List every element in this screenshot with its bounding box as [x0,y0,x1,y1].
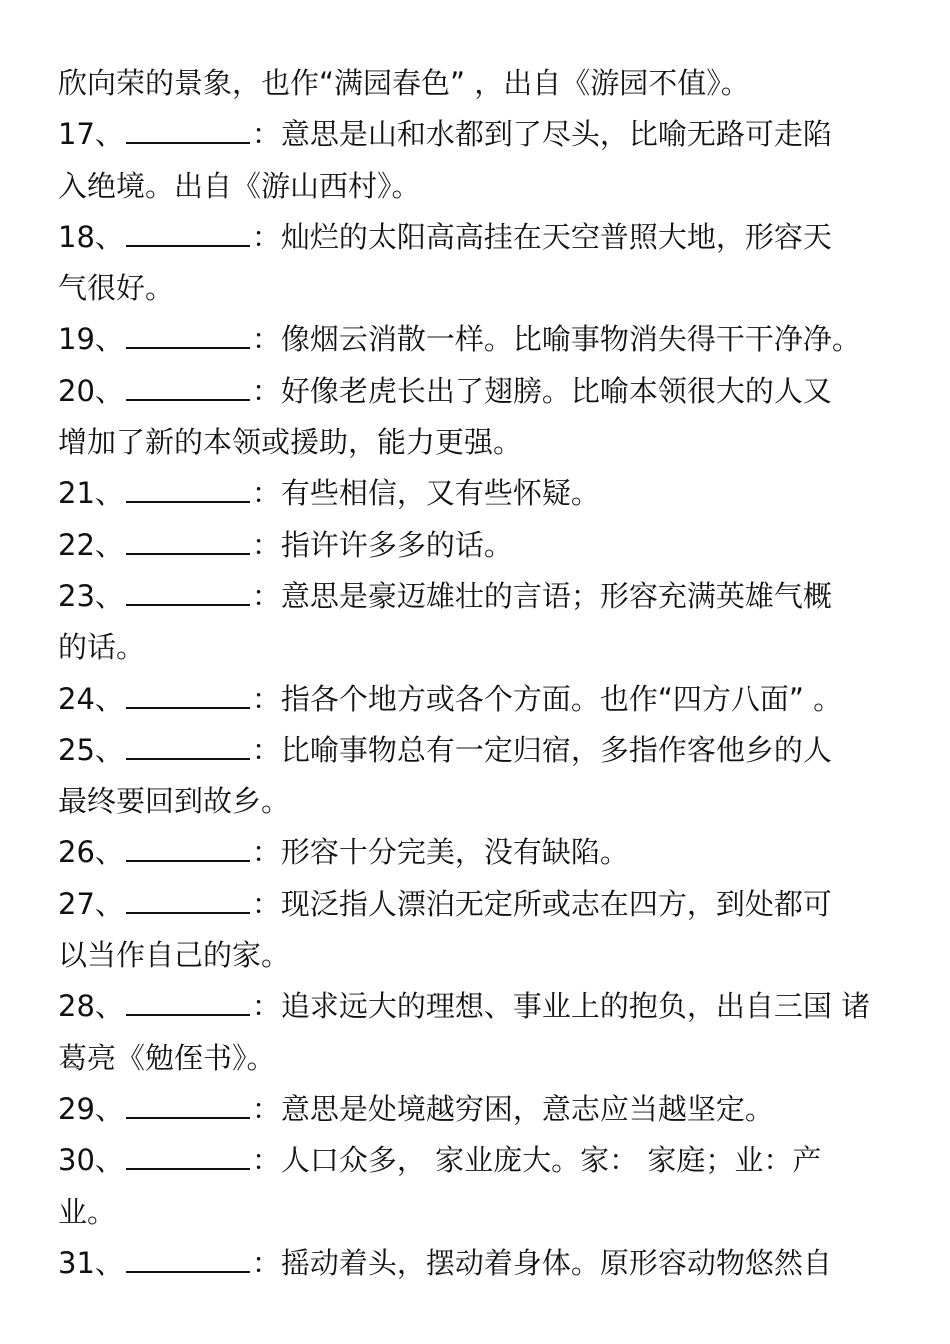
question-text-cont: 的话。 [58,630,146,665]
question-number: 23、 [58,578,124,613]
answer-blank[interactable] [126,475,250,503]
question-text: ：摇动着头，摆动着身体。原形容动物悠然自 [251,1245,832,1280]
question-number: 19、 [58,322,124,357]
question-number: 20、 [58,373,124,408]
question-text-cont: 增加了新的本领或援助，能力更强。 [58,425,523,460]
question-text-cont: 以当作自己的家。 [58,938,291,973]
question-number: 17、 [58,117,124,152]
question-text: ：比喻事物总有一定归宿，多指作客他乡的人 [251,732,832,767]
question-number: 29、 [58,1091,124,1126]
question-item-28 [58,981,892,1084]
question-text: ：有些相信，又有些怀疑。 [251,476,600,511]
question-text-cont: 入绝境。出自《游山西村》。 [58,168,421,203]
question-text-cont: 最终要回到故乡。 [58,784,291,819]
question-number: 21、 [58,476,124,511]
question-number: 22、 [58,527,124,562]
question-item-22 [58,520,892,571]
question-item-30 [58,1135,892,1238]
question-item-19 [58,314,892,365]
question-text: ：意思是山和水都到了尽头，比喻无路可走陷 [251,117,832,152]
question-number: 30、 [58,1143,124,1178]
question-item-24 [58,674,892,725]
answer-blank[interactable] [126,578,250,606]
question-text-cont: 葛亮《勉侄书》。 [58,1040,276,1075]
question-number: 26、 [58,835,124,870]
answer-blank[interactable] [126,988,250,1016]
question-text: ：现泛指人漂泊无定所或志在四方，到处都可 [251,886,832,921]
question-item-23 [58,571,892,674]
question-number: 31、 [58,1245,124,1280]
worksheet-page [58,58,892,1289]
question-text-cont: 业。 [58,1194,117,1229]
question-number: 27、 [58,886,124,921]
answer-blank[interactable] [126,321,250,349]
question-item-26 [58,827,892,878]
question-text: ：形容十分完美，没有缺陷。 [251,835,629,870]
question-text: ：指各个地方或各个方面。也作“四方八面” 。 [251,681,843,716]
question-text: ：灿烂的太阳高高挂在天空普照大地，形容天 [251,219,832,254]
answer-blank[interactable] [126,834,250,862]
question-text: ：像烟云消散一样。比喻事物消失得干干净净。 [251,322,861,357]
question-number: 24、 [58,681,124,716]
question-number: 28、 [58,989,124,1024]
answer-blank[interactable] [126,886,250,914]
question-text: ：好像老虎长出了翅膀。比喻本领很大的人又 [251,373,832,408]
question-item-31 [58,1238,892,1289]
question-text: ：追求远大的理想、事业上的抱负，出自三国 诸 [251,989,871,1024]
question-item-29 [58,1084,892,1135]
question-text: ：意思是豪迈雄壮的言语；形容充满英雄气概 [251,578,832,613]
question-text: ：意思是处境越穷困，意志应当越坚定。 [251,1091,774,1126]
answer-blank[interactable] [126,1245,250,1273]
answer-blank[interactable] [126,1142,250,1170]
question-text: ：指许许多多的话。 [251,527,513,562]
question-item-17 [58,109,892,212]
question-item-25 [58,725,892,828]
question-text: ：人口众多， 家业庞大。家： 家庭；业：产 [251,1143,822,1178]
intro-line: 欣向荣的景象，也作“满园春色” ，出自《游园不值》。 [58,66,750,100]
question-number: 18、 [58,219,124,254]
question-item-27 [58,879,892,982]
question-text-cont: 气很好。 [58,271,175,306]
answer-blank[interactable] [126,1091,250,1119]
question-number: 25、 [58,732,124,767]
question-item-18 [58,212,892,315]
answer-blank[interactable] [126,732,250,760]
answer-blank[interactable] [126,116,250,144]
answer-blank[interactable] [126,681,250,709]
question-item-20 [58,366,892,469]
answer-blank[interactable] [126,373,250,401]
question-item-21 [58,468,892,519]
answer-blank[interactable] [126,527,250,555]
answer-blank[interactable] [126,219,250,247]
